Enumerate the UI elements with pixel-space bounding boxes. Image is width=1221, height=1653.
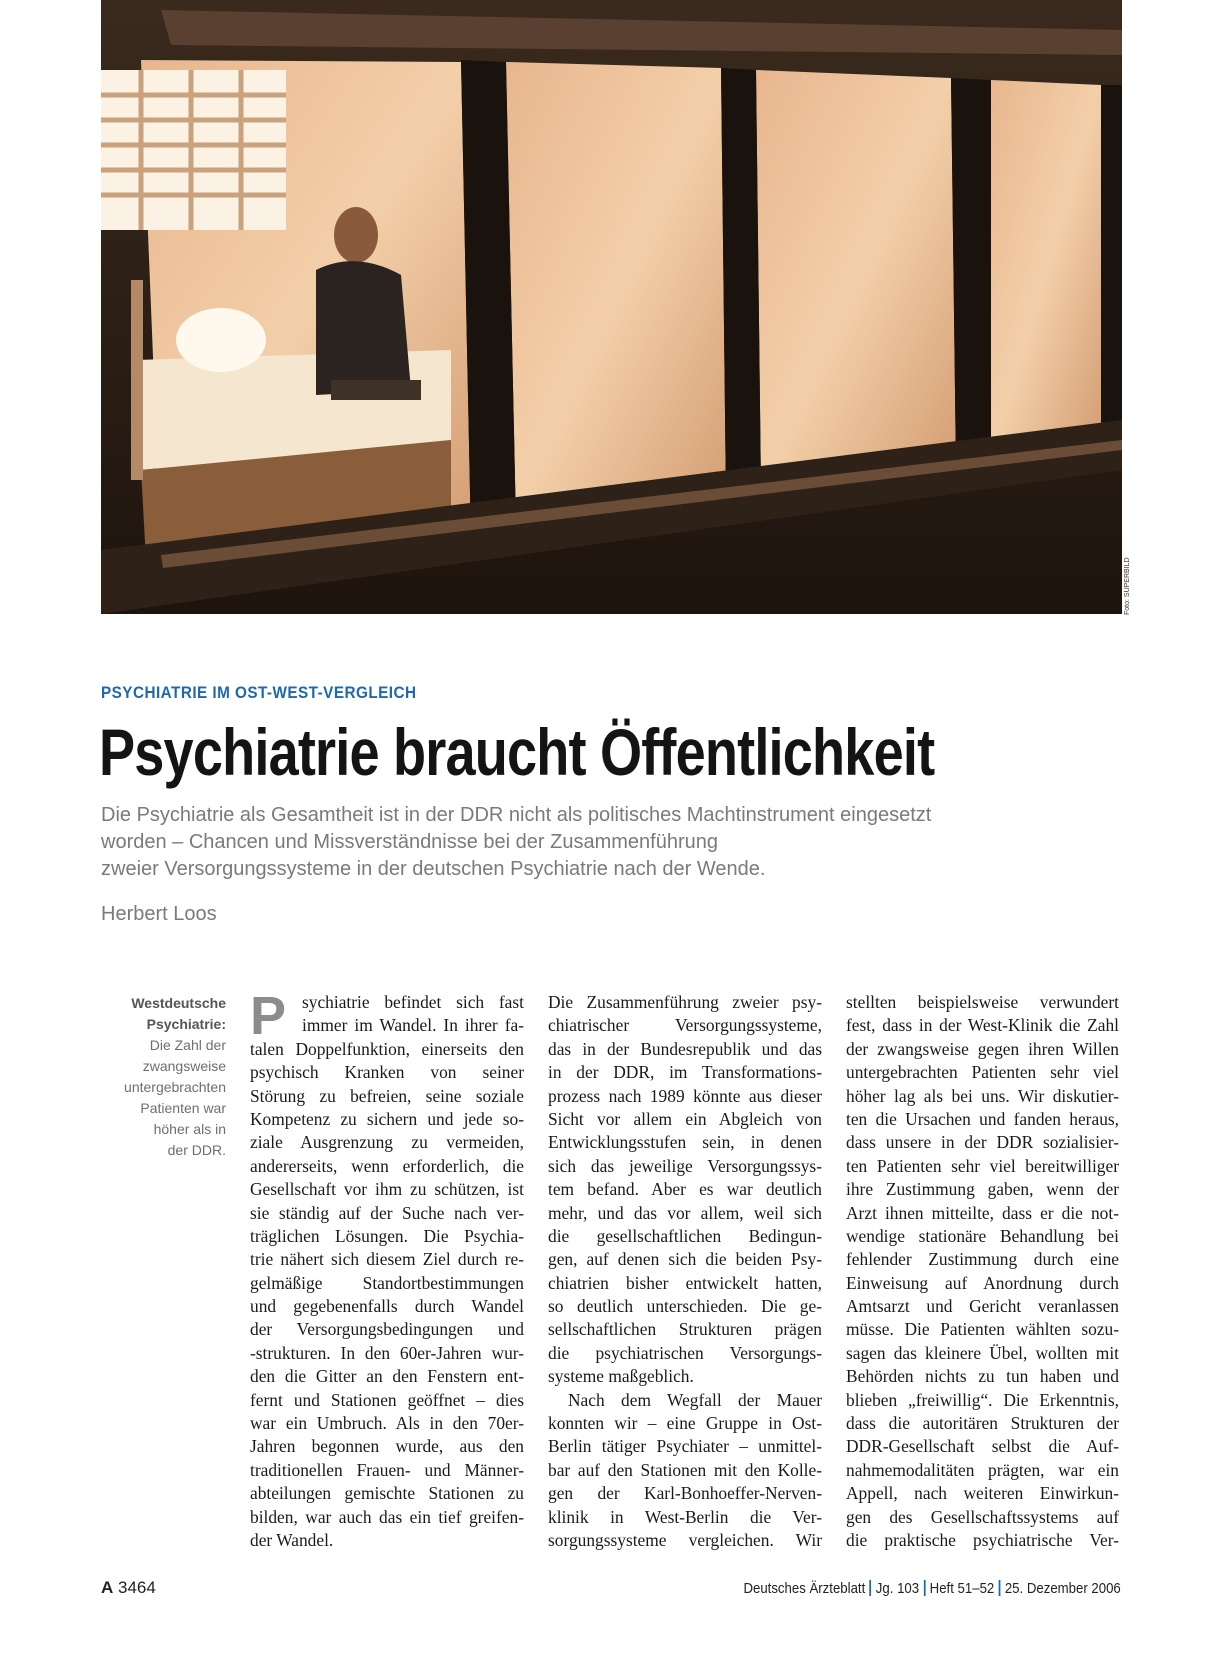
body-text-line: der Wandel. <box>250 1529 334 1550</box>
margin-note-line: höher als in <box>153 1121 226 1137</box>
body-text-line: immer im Wandel. In ihrer fa- <box>302 1015 524 1036</box>
body-text-line: Kompetenz zu sichern und jede so- <box>250 1108 524 1129</box>
separator <box>999 1580 1001 1596</box>
psychiatry-room-photo <box>101 0 1122 614</box>
body-text-line: in der DDR, im Transformations- <box>548 1062 822 1083</box>
body-text-line: ziale Ausgrenzung zu vermeiden, <box>250 1132 524 1153</box>
margin-note-title-line: Psychiatrie: <box>146 1016 226 1032</box>
journal-name: Deutsches Ärzteblatt <box>743 1580 866 1597</box>
body-text-line: konnten wir – eine Gruppe in Ost- <box>548 1413 822 1434</box>
journal-date: 25. Dezember 2006 <box>1005 1580 1121 1597</box>
article-kicker: PSYCHIATRIE IM OST-WEST-VERGLEICH <box>101 683 417 702</box>
body-text-line: ten die Ursachen und fanden heraus, <box>846 1108 1119 1129</box>
body-text-line: ten Patienten sehr viel bereitwilliger <box>846 1155 1119 1176</box>
body-text-line: Jahren begonnen wurde, aus den <box>250 1436 524 1457</box>
body-text-line: sellschaftlichen Strukturen prägen <box>548 1319 822 1340</box>
body-text-line: Störung zu befreien, seine soziale <box>250 1085 524 1106</box>
page-number-value: 3464 <box>118 1578 156 1597</box>
body-text-line: fehlender Zustimmung durch eine <box>846 1249 1119 1270</box>
body-text-line: den die Gitter an den Fenstern ent- <box>250 1366 524 1387</box>
body-text-line: untergebrachten Patienten sehr viel <box>846 1062 1119 1083</box>
body-text-line: traditionellen Frauen- und Männer- <box>250 1459 524 1480</box>
body-text-line: Die Zusammenführung zweier psy- <box>548 992 822 1012</box>
body-column-3 <box>846 991 1119 1552</box>
drop-cap: P <box>250 986 287 1046</box>
body-text-line: blieben „freiwillig“. Die Erkenntnis, <box>846 1389 1119 1410</box>
body-text-line: sychiatrie befindet sich fast <box>302 992 524 1012</box>
body-text-line: gen, auf denen sich die beiden Psy- <box>548 1249 822 1270</box>
body-text-line: nahmemodalitäten prägten, war ein <box>846 1459 1119 1480</box>
body-text-line: Gesellschaft vor ihm zu schützen, ist <box>250 1179 524 1200</box>
body-text-line: gen der Karl-Bonhoeffer-Nerven- <box>548 1483 822 1504</box>
subtitle-line: zweier Versorgungssysteme in der deutschen Psychiatrie nach der Wende. <box>101 858 766 880</box>
body-text-line: systeme maßgeblich. <box>548 1366 694 1387</box>
body-text-line: ihre Zustimmung gaben, wenn der <box>846 1179 1119 1200</box>
body-text-line: sich das jeweilige Versorgungssys- <box>548 1155 822 1176</box>
body-text-line: Nach dem Wegfall der Mauer <box>568 1389 822 1410</box>
margin-note-line: untergebrachten <box>124 1079 226 1095</box>
body-column-1 <box>250 986 524 1552</box>
body-text-line: sie ständig auf der Suche nach ver- <box>250 1202 524 1223</box>
journal-volume: Jg. 103 <box>876 1580 920 1597</box>
body-text-line: so deutlich unterschieden. Die ge- <box>548 1296 822 1317</box>
body-text-line: die psychiatrischen Versorgungs- <box>548 1342 822 1363</box>
body-text-line: prozess nach 1989 könnte aus dieser <box>548 1085 822 1106</box>
body-text-line: Arzt ihnen mitteilte, dass er die not- <box>846 1202 1119 1223</box>
margin-note-line: Die Zahl der <box>149 1037 226 1053</box>
separator <box>924 1580 926 1596</box>
body-text-line: psychisch Kranken von seiner <box>250 1062 524 1083</box>
body-text-line: war ein Umbruch. Als in den 70er- <box>250 1413 524 1434</box>
body-text-line: andererseits, wenn erforderlich, die <box>250 1155 524 1176</box>
body-text-line: dass die autoritären Strukturen der <box>846 1413 1119 1434</box>
body-text-line: wendige stationäre Behandlung bei <box>846 1225 1119 1246</box>
body-text-line: abteilungen gemischte Stationen zu <box>250 1483 524 1504</box>
margin-note <box>110 993 226 1161</box>
body-text-line: talen Doppelfunktion, einerseits den <box>250 1038 524 1059</box>
body-text-line: gelmäßige Standortbestimmungen <box>250 1272 524 1293</box>
body-text-line: klinik in West-Berlin die Ver- <box>548 1506 822 1527</box>
body-text-line: Sicht vor allem ein Abgleich von <box>548 1108 822 1129</box>
margin-note-line: der DDR. <box>167 1142 226 1158</box>
body-text-line: Entwicklungsstufen sein, in denen <box>548 1132 822 1153</box>
body-text-line: fest, dass in der West-Klinik die Zahl <box>846 1015 1119 1036</box>
body-text-line: und gegebenenfalls durch Wandel <box>250 1296 524 1317</box>
body-text-line: bilden, war auch das ein tief greifen- <box>250 1506 524 1527</box>
header-photo <box>101 0 1122 614</box>
body-text-line: träglichen Lösungen. Die Psychia- <box>250 1225 524 1246</box>
body-text-line: die praktische psychiatrische Ver- <box>846 1529 1119 1550</box>
body-text-line: Amtsarzt und Gericht veranlassen <box>846 1296 1119 1317</box>
body-text-line: chiatrischer Versorgungssysteme, <box>548 1015 822 1036</box>
body-text-line: trie nähert sich diesem Ziel durch re- <box>250 1249 524 1270</box>
body-text-line: sagen das kleinere Übel, wollten mit <box>846 1342 1119 1363</box>
body-text-line: der Versorgungsbedingungen und <box>250 1319 524 1340</box>
page-prefix: A <box>101 1578 114 1597</box>
photo-credit: Foto: SUPERBILD <box>1124 557 1131 615</box>
body-text-line: sorgungssysteme vergleichen. Wir <box>548 1529 822 1550</box>
body-text-line: fernt und Stationen geöffnet – dies <box>250 1389 524 1410</box>
body-text-line: das in der Bundesrepublik und das <box>548 1038 822 1059</box>
article-subtitle <box>101 802 1111 883</box>
margin-note-title-line: Westdeutsche <box>131 995 226 1011</box>
article-headline: Psychiatrie braucht Öffentlichkeit <box>99 715 935 789</box>
page-number <box>101 1578 156 1598</box>
body-text-line: mehr, und das vor allem, weil sich <box>548 1202 822 1223</box>
body-text-line: bar auf den Stationen mit den Kolle- <box>548 1459 822 1480</box>
journal-issue: Heft 51–52 <box>929 1580 995 1597</box>
body-text-line: tem befand. Aber es war deutlich <box>548 1179 822 1200</box>
body-text-line: -strukturen. In den 60er-Jahren wur- <box>250 1342 524 1363</box>
body-text-line: Appell, nach weiteren Einwirkun- <box>846 1483 1119 1504</box>
journal-info <box>744 1580 1121 1597</box>
subtitle-line: Die Psychiatrie als Gesamtheit ist in der DDR nicht als politisches Machtinstrument eingesetzt <box>101 804 932 826</box>
margin-note-line: zwangsweise <box>142 1058 226 1074</box>
article-author: Herbert Loos <box>101 903 217 925</box>
body-text-line: der zwangsweise gegen ihren Willen <box>846 1038 1119 1059</box>
body-text-line: müsse. Die Patienten wählten sozu- <box>846 1319 1119 1340</box>
body-column-2 <box>548 991 822 1552</box>
body-text-line: DDR-Gesellschaft selbst die Auf- <box>846 1436 1119 1457</box>
body-text-line: Berlin tätiger Psychiater – unmittel- <box>548 1436 822 1457</box>
body-text-line: Behörden nichts zu tun haben und <box>846 1366 1119 1387</box>
body-text-line: stellten beispielsweise verwundert <box>846 992 1119 1012</box>
margin-note-line: Patienten war <box>140 1100 226 1116</box>
body-text-line: höher lag als bei uns. Wir diskutier- <box>846 1085 1119 1106</box>
separator <box>870 1580 872 1596</box>
body-text-line: die gesellschaftlichen Bedingun- <box>548 1225 822 1246</box>
body-text-line: dass unsere in der DDR sozialisier- <box>846 1132 1119 1153</box>
subtitle-line: worden – Chancen und Missverständnisse bei der Zusammenführung <box>101 831 719 853</box>
body-text-line: gen des Gesellschaftssystems auf <box>846 1506 1119 1527</box>
body-text-line: Einweisung auf Anordnung durch <box>846 1272 1119 1293</box>
body-text-line: chiatrien bisher entwickelt hatten, <box>548 1272 822 1293</box>
